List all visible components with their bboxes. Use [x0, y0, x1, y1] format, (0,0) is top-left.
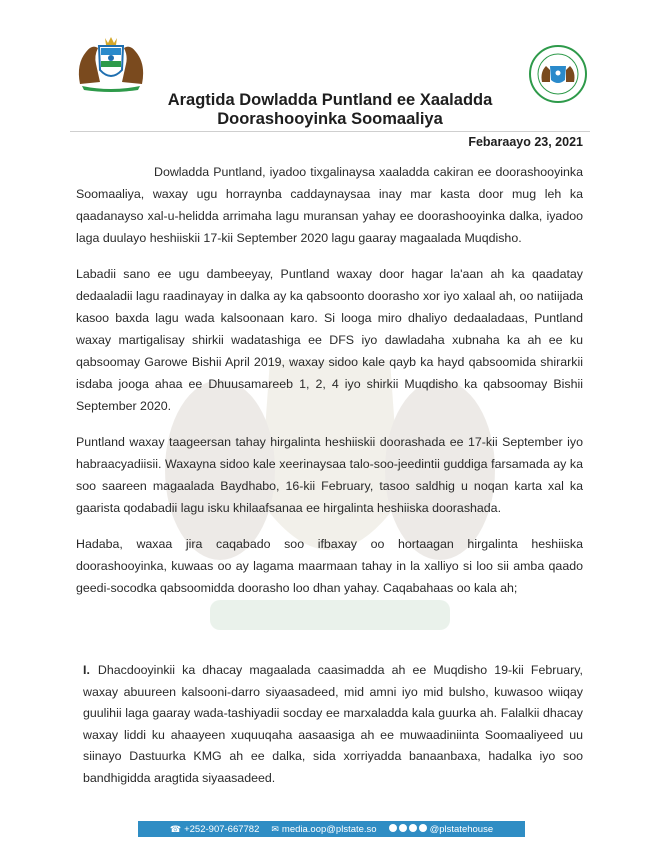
contact-footer [138, 821, 525, 837]
footer-phone [170, 824, 260, 835]
footer-social [389, 824, 494, 835]
page-title [100, 91, 560, 129]
paragraph-1: Dowladda Puntland, iyadoo tixgalinaysa xaaladda cakiran ee doorashooyinka Soomaaliya, waxay ugu horraynba caddaynaysaa inay mar kasta door mug leh ka qaadanayso xal-u-helidda arrimaha lagu muransan yahay ee doorashooyinka dalka, iyadoo laga duulayo heshiiskii 17-kii September 2020 lagu gaaray magaalada Muqdisho. [76, 165, 583, 245]
mail-icon: ✉ [271, 823, 279, 834]
phone-icon: ☎ [169, 823, 182, 834]
social-icons [389, 824, 427, 832]
puntland-coat-of-arms-icon [72, 34, 150, 92]
title-line-1: Aragtida Dowladda Puntland ee Xaaladda [167, 91, 493, 109]
paragraph-3: Puntland waxay taageersan tahay hirgalinta heshiiskii doorashada ee 17-kii September iyo habraacyadiisii. Waxayna sidoo kale xeerinaysaa talo-soo-jeedintii guddiga farsamada ay ka soo saareen magaalada Baydhabo, 16-kii February, tasoo saldhig u noqan karta xal ka gaarista qodabadii lagu isku khilaafsanaa ee hirgalinta heshiiska doorashada. [76, 435, 583, 515]
header-divider [70, 131, 590, 132]
facebook-icon[interactable] [399, 824, 407, 832]
instagram-icon[interactable] [389, 824, 397, 832]
social-handle[interactable]: @plstatehouse [429, 823, 494, 835]
paragraph-4: Hadaba, waxaa jira caqabado soo ifbaxay oo hortaagan hirgalinta heshiiska doorashooyinka, kuwaas oo ay lagama maarmaan tahay in la xalliyo si loo sii amba qaado geedi-socodka qabsoomidda doorasho loo dhan yahay. Caqabahaas oo kala ah; [76, 537, 583, 595]
release-date: Febaraayo 23, 2021 [468, 135, 583, 149]
body-text [76, 161, 583, 613]
twitter-icon[interactable] [409, 824, 417, 832]
paragraph-2: Labadii sano ee ugu dambeeyay, Puntland waxay door hagar la'aan ah ka qaadatay dedaaladii lagu raadinayay in dalka ay ka qabsoonto doorasho xor iyo xalaal ah, oo natiijada kasoo baxda lagu wada kalsoonaan karo. Si looga miro dhaliyo dedaaladaas, Puntland waxay martigalisay shirkii wadatashiga ee DFS iyo dawladaha xubnaha ka ah ee ku qabsoomay Garowe Bishii April 2019, waxay sidoo kale qayb ka hayd qabsoomida shirarkii isdaba jooga ahaa ee Dhuusamareeb 1, 2, 4 iyo shirkii Muqdisho ka qabsoomay Bishii September 2020. [76, 267, 583, 413]
list-item [83, 660, 583, 789]
phone-text[interactable]: +252-907-667782 [184, 823, 260, 835]
list-item-text: Dhacdooyinkii ka dhacay magaalada caasimadda ah ee Muqdisho 19-kii February, waxay abuureen kalsooni-darro siyaasadeed, mid amni iyo mid bulsho, kuwasoo wiiqay guulihii laga gaaray wada-tashiyadii socday ee marxaladda kala guurka ah. Falalkii dhacay waxay liddi ku ahaayeen xuquuqaha aasaasiga ah ee muwaadiniinta Soomaaliyeed uu siinayo Dastuurka KMG ah ee dalka, sida xorriyadda banaanbaxa, hadalka iyo soo bandhigidda aragtida siyaasadeed. [83, 663, 583, 785]
youtube-icon[interactable] [419, 824, 427, 832]
list-item-number: I. [83, 663, 90, 677]
footer-email [271, 824, 376, 835]
title-line-2: Doorashooyinka Soomaaliya [217, 110, 443, 128]
email-text[interactable]: media.oop@plstate.so [281, 823, 377, 835]
